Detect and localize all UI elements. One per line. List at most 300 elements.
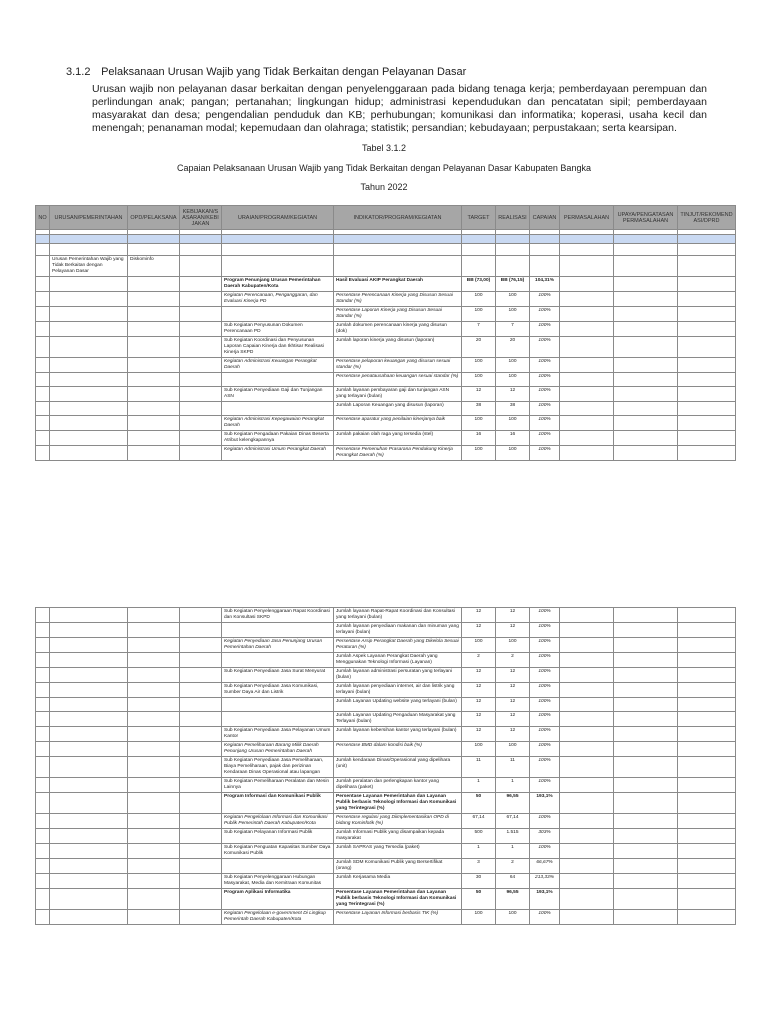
cell-urusan <box>50 307 128 322</box>
cell-tinjut <box>678 387 736 402</box>
cell-no <box>36 373 50 387</box>
cell-no <box>36 277 50 292</box>
cell-capaian: 100% <box>530 683 560 698</box>
cell-capaian: 100% <box>530 727 560 742</box>
cell-urusan <box>50 638 128 653</box>
cell-indikator: Jumlah layanan kebersihan kantor yang terlayani (bulan) <box>334 727 462 742</box>
cell-realisasi: 12 <box>496 668 530 683</box>
cell-tinjut <box>678 277 736 292</box>
cell-upaya <box>614 757 678 778</box>
cell-tinjut <box>678 814 736 829</box>
table-row <box>36 307 736 322</box>
cell-capaian: 100% <box>530 757 560 778</box>
cell-realisasi: BB (76,15) <box>496 277 530 292</box>
cell-target: 12 <box>462 668 496 683</box>
cell-urusan <box>50 446 128 461</box>
cell-urusan <box>50 668 128 683</box>
cell-capaian: 100% <box>530 373 560 387</box>
cell-indikator: Jumlah Informasi Publik yang disampaikan kepada masyarakat <box>334 829 462 844</box>
cell-upaya <box>614 712 678 727</box>
cell-opd <box>128 416 180 431</box>
cell-uraian: Kegiatan Pengelolaan e-government Di Lingkup Pemerintah Daerah Kabupaten/Kota <box>222 910 334 925</box>
cell-realisasi: 100 <box>496 416 530 431</box>
cell-indikator: Jumlah layanan administrasi persuratan yang terlayani (bulan) <box>334 668 462 683</box>
cell-uraian: Kegiatan Penyediaan Jasa Penunjang Urusan Pemerintahan Daerah <box>222 638 334 653</box>
cell-uraian: Kegiatan Administrasi Keuangan Perangkat Daerah <box>222 358 334 373</box>
table-row <box>36 727 736 742</box>
cell-tinjut <box>678 402 736 416</box>
table-row <box>36 358 736 373</box>
table-row <box>36 277 736 292</box>
cell-upaya <box>614 874 678 889</box>
cell-tinjut <box>678 742 736 757</box>
table-row <box>36 668 736 683</box>
cell-permasalahan <box>560 373 614 387</box>
cell-urusan <box>50 910 128 925</box>
cell-upaya <box>614 698 678 712</box>
cell-opd <box>128 874 180 889</box>
cell-upaya <box>614 446 678 461</box>
cell-urusan <box>50 431 128 446</box>
cell-target: 50 <box>462 889 496 910</box>
cell-permasalahan <box>560 829 614 844</box>
cell-urusan <box>50 416 128 431</box>
cell-capaian: 100% <box>530 337 560 358</box>
cell-tinjut <box>678 623 736 638</box>
cell-permasalahan <box>560 337 614 358</box>
cell-no <box>36 292 50 307</box>
cell-realisasi: 16 <box>496 431 530 446</box>
cell-kebijakan <box>180 623 222 638</box>
cell-tinjut <box>678 668 736 683</box>
cell-urusan <box>50 889 128 910</box>
cell-uraian: Sub Kegiatan Koordinasi dan Penyusunan Laporan Capaian Kinerja dan Ikhtisar Realisasi Kinerja SKPD <box>222 337 334 358</box>
cell-upaya <box>614 608 678 623</box>
cell-realisasi: 11 <box>496 757 530 778</box>
table-row <box>36 874 736 889</box>
cell-indikator: Jumlah Aspek Layanan Perangkat Daerah yang Menggunakan Teknologi Informasi (Layanan) <box>334 653 462 668</box>
urusan-opd: Diskominfo <box>128 256 180 277</box>
cell-opd <box>128 683 180 698</box>
cell-permasalahan <box>560 757 614 778</box>
table-label: Tabel 3.1.2 <box>361 143 407 153</box>
cell-permasalahan <box>560 859 614 874</box>
cell-upaya <box>614 727 678 742</box>
cell-capaian: 100% <box>530 446 560 461</box>
cell-urusan <box>50 277 128 292</box>
cell-tinjut <box>678 698 736 712</box>
cell-capaian: 100% <box>530 623 560 638</box>
table-row <box>36 814 736 829</box>
cell-indikator: Jumlah layanan Rapat-Rapat Koordinasi dan Konsultasi yang terlayani (bulan) <box>334 608 462 623</box>
cell-opd <box>128 322 180 337</box>
cell-tinjut <box>678 638 736 653</box>
cell-target: 100 <box>462 446 496 461</box>
cell-upaya <box>614 844 678 859</box>
cell-no <box>36 742 50 757</box>
cell-capaian: 100% <box>530 608 560 623</box>
cell-capaian: 100% <box>530 292 560 307</box>
cell-capaian: 100% <box>530 910 560 925</box>
cell-kebijakan <box>180 844 222 859</box>
cell-urusan <box>50 358 128 373</box>
cell-realisasi: 20 <box>496 337 530 358</box>
cell-permasalahan <box>560 778 614 793</box>
cell-tinjut <box>678 712 736 727</box>
cell-uraian: Sub Kegiatan Pemeliharaan Peralatan dan Mesin Lainnya <box>222 778 334 793</box>
cell-urusan <box>50 337 128 358</box>
cell-uraian: Sub Kegiatan Penyusunan Dokumen Perencanaan PD <box>222 322 334 337</box>
cell-uraian: Sub Kegiatan Penyelenggaraan Rapat Koordinasi dan Konsultasi SKPD <box>222 608 334 623</box>
cell-realisasi: 12 <box>496 387 530 402</box>
cell-no <box>36 698 50 712</box>
cell-capaian: 100% <box>530 307 560 322</box>
cell-capaian: 100% <box>530 712 560 727</box>
cell-kebijakan <box>180 653 222 668</box>
cell-capaian: 100% <box>530 778 560 793</box>
cell-kebijakan <box>180 889 222 910</box>
cell-target: 12 <box>462 683 496 698</box>
cell-tinjut <box>678 889 736 910</box>
cell-upaya <box>614 814 678 829</box>
cell-target: 100 <box>462 416 496 431</box>
cell-indikator: Persentase Pemenuhan Prasarana Pendukung Kinerja Perangkat Daerah (%) <box>334 446 462 461</box>
cell-upaya <box>614 668 678 683</box>
cell-permasalahan <box>560 431 614 446</box>
cell-target: 20 <box>462 337 496 358</box>
cell-capaian: 104,31% <box>530 277 560 292</box>
cell-upaya <box>614 292 678 307</box>
table-year: Tahun 2022 <box>360 182 408 192</box>
cell-upaya <box>614 431 678 446</box>
cell-urusan <box>50 814 128 829</box>
section-title: Pelaksanaan Urusan Wajib yang Tidak Berkaitan dengan Pelayanan Dasar <box>101 66 467 78</box>
table-row <box>36 446 736 461</box>
cell-permasalahan <box>560 874 614 889</box>
cell-urusan <box>50 608 128 623</box>
cell-upaya <box>614 322 678 337</box>
cell-tinjut <box>678 727 736 742</box>
cell-no <box>36 623 50 638</box>
cell-target: 100 <box>462 742 496 757</box>
cell-realisasi: 100 <box>496 358 530 373</box>
cell-opd <box>128 623 180 638</box>
cell-kebijakan <box>180 638 222 653</box>
cell-tinjut <box>678 778 736 793</box>
cell-uraian: Sub Kegiatan Penyediaan Gaji dan Tunjangan ASN <box>222 387 334 402</box>
cell-indikator: Persentase aparatur yang penilaian kinerjanya baik <box>334 416 462 431</box>
table-row <box>36 402 736 416</box>
cell-opd <box>128 829 180 844</box>
cell-kebijakan <box>180 698 222 712</box>
cell-upaya <box>614 402 678 416</box>
cell-upaya <box>614 623 678 638</box>
table-row <box>36 844 736 859</box>
cell-kebijakan <box>180 874 222 889</box>
cell-opd <box>128 277 180 292</box>
cell-permasalahan <box>560 814 614 829</box>
col-header: NO <box>36 206 50 230</box>
table-row <box>36 793 736 814</box>
cell-opd <box>128 859 180 874</box>
cell-realisasi: 12 <box>496 698 530 712</box>
cell-uraian: Sub Kegiatan Penguatan Kapasitas Sumber Daya Komunikasi Publik <box>222 844 334 859</box>
cell-kebijakan <box>180 387 222 402</box>
cell-urusan <box>50 387 128 402</box>
cell-no <box>36 307 50 322</box>
table-row <box>36 373 736 387</box>
section-heading <box>66 66 466 78</box>
cell-uraian: Sub Kegiatan Penyelenggaraan Hubungan Masyarakat, Media dan Kemitraan Komunitas <box>222 874 334 889</box>
cell-kebijakan <box>180 337 222 358</box>
cell-opd <box>128 373 180 387</box>
cell-opd <box>128 778 180 793</box>
cell-capaian: 100% <box>530 742 560 757</box>
cell-permasalahan <box>560 742 614 757</box>
section-paragraph: Urusan wajib non pelayanan dasar berkaitan dengan penyelenggaraan pada bidang tenaga kerja; pemberdayaan perempuan dan perlindungan anak; pangan; pertanahan; lingkungan hidup; administrasi kependudukan dan pencatatan sipil; pemberdayaan masyarakat dan desa; pengendalian penduduk dan KB; perhubungan; komunikasi dan informatika; koperasi, usaha kecil dan menengah; penanaman modal; kepemudaan dan olahraga; statistik; persandian; kebudayaan; perpustakaan; serta kearsipan. <box>92 83 707 134</box>
cell-capaian: 100% <box>530 322 560 337</box>
table-row <box>36 742 736 757</box>
cell-urusan <box>50 322 128 337</box>
table-row <box>36 416 736 431</box>
table-row <box>36 608 736 623</box>
cell-urusan <box>50 623 128 638</box>
cell-target: 12 <box>462 727 496 742</box>
cell-target: 7 <box>462 322 496 337</box>
cell-upaya <box>614 277 678 292</box>
cell-tinjut <box>678 337 736 358</box>
cell-capaian: 100% <box>530 814 560 829</box>
cell-no <box>36 778 50 793</box>
col-header: PERMASALAHAN <box>560 206 614 230</box>
cell-target: 30 <box>462 874 496 889</box>
cell-upaya <box>614 889 678 910</box>
cell-target: 16 <box>462 431 496 446</box>
col-header: URUSAN/PEMERINTAHAN <box>50 206 128 230</box>
cell-upaya <box>614 653 678 668</box>
cell-indikator: Persentase Arsip Perangkat Daerah yang Dikelola Sesuai Peraturan (%) <box>334 638 462 653</box>
cell-upaya <box>614 387 678 402</box>
table-row <box>36 757 736 778</box>
cell-target: 12 <box>462 623 496 638</box>
cell-indikator: Jumlah pakaian olah raga yang tersedia (stel) <box>334 431 462 446</box>
cell-kebijakan <box>180 668 222 683</box>
cell-urusan <box>50 793 128 814</box>
cell-no <box>36 358 50 373</box>
cell-opd <box>128 668 180 683</box>
cell-kebijakan <box>180 402 222 416</box>
cell-opd <box>128 307 180 322</box>
highlight-row <box>36 235 736 244</box>
cell-opd <box>128 698 180 712</box>
cell-tinjut <box>678 829 736 844</box>
cell-no <box>36 712 50 727</box>
cell-opd <box>128 358 180 373</box>
cell-permasalahan <box>560 668 614 683</box>
section-number: 3.1.2 <box>66 66 91 78</box>
cell-urusan <box>50 778 128 793</box>
cell-kebijakan <box>180 814 222 829</box>
cell-no <box>36 910 50 925</box>
cell-kebijakan <box>180 778 222 793</box>
cell-indikator: Jumlah Kerjasama Media <box>334 874 462 889</box>
cell-tinjut <box>678 292 736 307</box>
cell-target: 100 <box>462 373 496 387</box>
cell-opd <box>128 387 180 402</box>
cell-indikator: Jumlah Laporan Keuangan yang disusun (laporan) <box>334 402 462 416</box>
col-header: INDIKATOR/PROGRAM/KEGIATAN <box>334 206 462 230</box>
cell-uraian: Program Aplikasi Informatika <box>222 889 334 910</box>
cell-capaian: 193,1% <box>530 889 560 910</box>
cell-target: 67,14 <box>462 814 496 829</box>
cell-no <box>36 844 50 859</box>
cell-indikator: Persentase Laporan Kinerja yang Disusun Sesuai Standar (%) <box>334 307 462 322</box>
cell-no <box>36 638 50 653</box>
cell-opd <box>128 814 180 829</box>
table-row <box>36 653 736 668</box>
cell-permasalahan <box>560 793 614 814</box>
cell-realisasi: 100 <box>496 373 530 387</box>
cell-capaian: 100% <box>530 387 560 402</box>
cell-upaya <box>614 742 678 757</box>
cell-no <box>36 889 50 910</box>
cell-permasalahan <box>560 402 614 416</box>
cell-urusan <box>50 712 128 727</box>
cell-no <box>36 668 50 683</box>
cell-permasalahan <box>560 387 614 402</box>
cell-indikator: Persentase penatausahaan keuangan sesuai standar (%) <box>334 373 462 387</box>
cell-urusan <box>50 859 128 874</box>
cell-uraian <box>222 698 334 712</box>
cell-urusan <box>50 698 128 712</box>
cell-no <box>36 757 50 778</box>
cell-tinjut <box>678 431 736 446</box>
cell-kebijakan <box>180 712 222 727</box>
cell-permasalahan <box>560 712 614 727</box>
cell-uraian <box>222 373 334 387</box>
cell-permasalahan <box>560 292 614 307</box>
cell-permasalahan <box>560 358 614 373</box>
cell-urusan <box>50 844 128 859</box>
cell-target: 100 <box>462 358 496 373</box>
cell-target: 12 <box>462 387 496 402</box>
cell-realisasi: 1.515 <box>496 829 530 844</box>
cell-indikator: Jumlah laporan kinerja yang disusun (laporan) <box>334 337 462 358</box>
cell-uraian: Kegiatan Administrasi Umum Perangkat Daerah <box>222 446 334 461</box>
cell-kebijakan <box>180 307 222 322</box>
cell-indikator: Jumlah layanan penyediaan makanan dan minuman yang terlayani (bulan) <box>334 623 462 638</box>
table-header-row <box>36 206 736 230</box>
cell-opd <box>128 292 180 307</box>
cell-no <box>36 793 50 814</box>
cell-opd <box>128 757 180 778</box>
cell-upaya <box>614 307 678 322</box>
cell-target: 100 <box>462 307 496 322</box>
cell-indikator: Persentase Layanan Pemerintahan dan Layanan Publik berbasis Teknologi Informasi dan Komunikasi yang Terintegrasi (%) <box>334 889 462 910</box>
col-header: UPAYA/PENGATASAN PERMASALAHAN <box>614 206 678 230</box>
cell-opd <box>128 889 180 910</box>
cell-tinjut <box>678 910 736 925</box>
cell-target: 2 <box>462 653 496 668</box>
cell-target: 100 <box>462 910 496 925</box>
cell-permasalahan <box>560 446 614 461</box>
cell-tinjut <box>678 608 736 623</box>
cell-permasalahan <box>560 277 614 292</box>
cell-capaian: 100% <box>530 653 560 668</box>
cell-permasalahan <box>560 307 614 322</box>
table-row <box>36 778 736 793</box>
cell-uraian <box>222 859 334 874</box>
cell-uraian: Sub Kegiatan Penyediaan Jasa Komunikasi, Sumber Daya Air dan Listrik <box>222 683 334 698</box>
cell-tinjut <box>678 307 736 322</box>
cell-realisasi: 67,14 <box>496 814 530 829</box>
cell-no <box>36 431 50 446</box>
cell-tinjut <box>678 757 736 778</box>
cell-target: 12 <box>462 698 496 712</box>
cell-no <box>36 337 50 358</box>
cell-no <box>36 874 50 889</box>
table-row <box>36 910 736 925</box>
cell-capaian: 66,67% <box>530 859 560 874</box>
cell-realisasi: 64 <box>496 874 530 889</box>
cell-permasalahan <box>560 727 614 742</box>
cell-kebijakan <box>180 727 222 742</box>
cell-upaya <box>614 683 678 698</box>
cell-upaya <box>614 793 678 814</box>
cell-permasalahan <box>560 889 614 910</box>
cell-opd <box>128 402 180 416</box>
cell-permasalahan <box>560 623 614 638</box>
cell-no <box>36 727 50 742</box>
col-header: OPD/PELAKSANA <box>128 206 180 230</box>
cell-no <box>36 416 50 431</box>
urusan-name: Urusan Pemerintahan Wajib yang Tidak Berkaitan dengan Pelayanan Dasar <box>50 256 128 277</box>
cell-uraian: Sub Kegiatan Pelayanan Informasi Publik <box>222 829 334 844</box>
cell-realisasi: 100 <box>496 446 530 461</box>
table-row <box>36 829 736 844</box>
cell-capaian: 100% <box>530 638 560 653</box>
col-header: REALISASI <box>496 206 530 230</box>
capaian-table-part-1 <box>35 205 736 461</box>
cell-urusan <box>50 757 128 778</box>
cell-indikator: Jumlah peralatan dan perlengkapan kantor yang dipelihara (paket) <box>334 778 462 793</box>
cell-kebijakan <box>180 446 222 461</box>
table-row <box>36 859 736 874</box>
cell-uraian: Kegiatan Perencanaan, Penganggaran, dan Evaluasi Kinerja PD <box>222 292 334 307</box>
cell-upaya <box>614 778 678 793</box>
cell-realisasi: 100 <box>496 742 530 757</box>
cell-kebijakan <box>180 322 222 337</box>
cell-kebijakan <box>180 416 222 431</box>
cell-indikator: Persentase BMD dalam kondisi baik (%) <box>334 742 462 757</box>
cell-kebijakan <box>180 757 222 778</box>
cell-permasalahan <box>560 322 614 337</box>
cell-realisasi: 12 <box>496 608 530 623</box>
cell-realisasi: 100 <box>496 292 530 307</box>
cell-indikator: Jumlah dokumen perencanaan kinerja yang disusun (dok) <box>334 322 462 337</box>
cell-capaian: 100% <box>530 844 560 859</box>
cell-target: 12 <box>462 712 496 727</box>
cell-permasalahan <box>560 844 614 859</box>
cell-uraian <box>222 307 334 322</box>
col-header: TINJUT/REKOMENDASI/DPRD <box>678 206 736 230</box>
cell-realisasi: 12 <box>496 683 530 698</box>
cell-urusan <box>50 683 128 698</box>
cell-opd <box>128 712 180 727</box>
table-row <box>36 638 736 653</box>
cell-indikator: Hasil Evaluasi AKIP Perangkat Daerah <box>334 277 462 292</box>
cell-opd <box>128 431 180 446</box>
